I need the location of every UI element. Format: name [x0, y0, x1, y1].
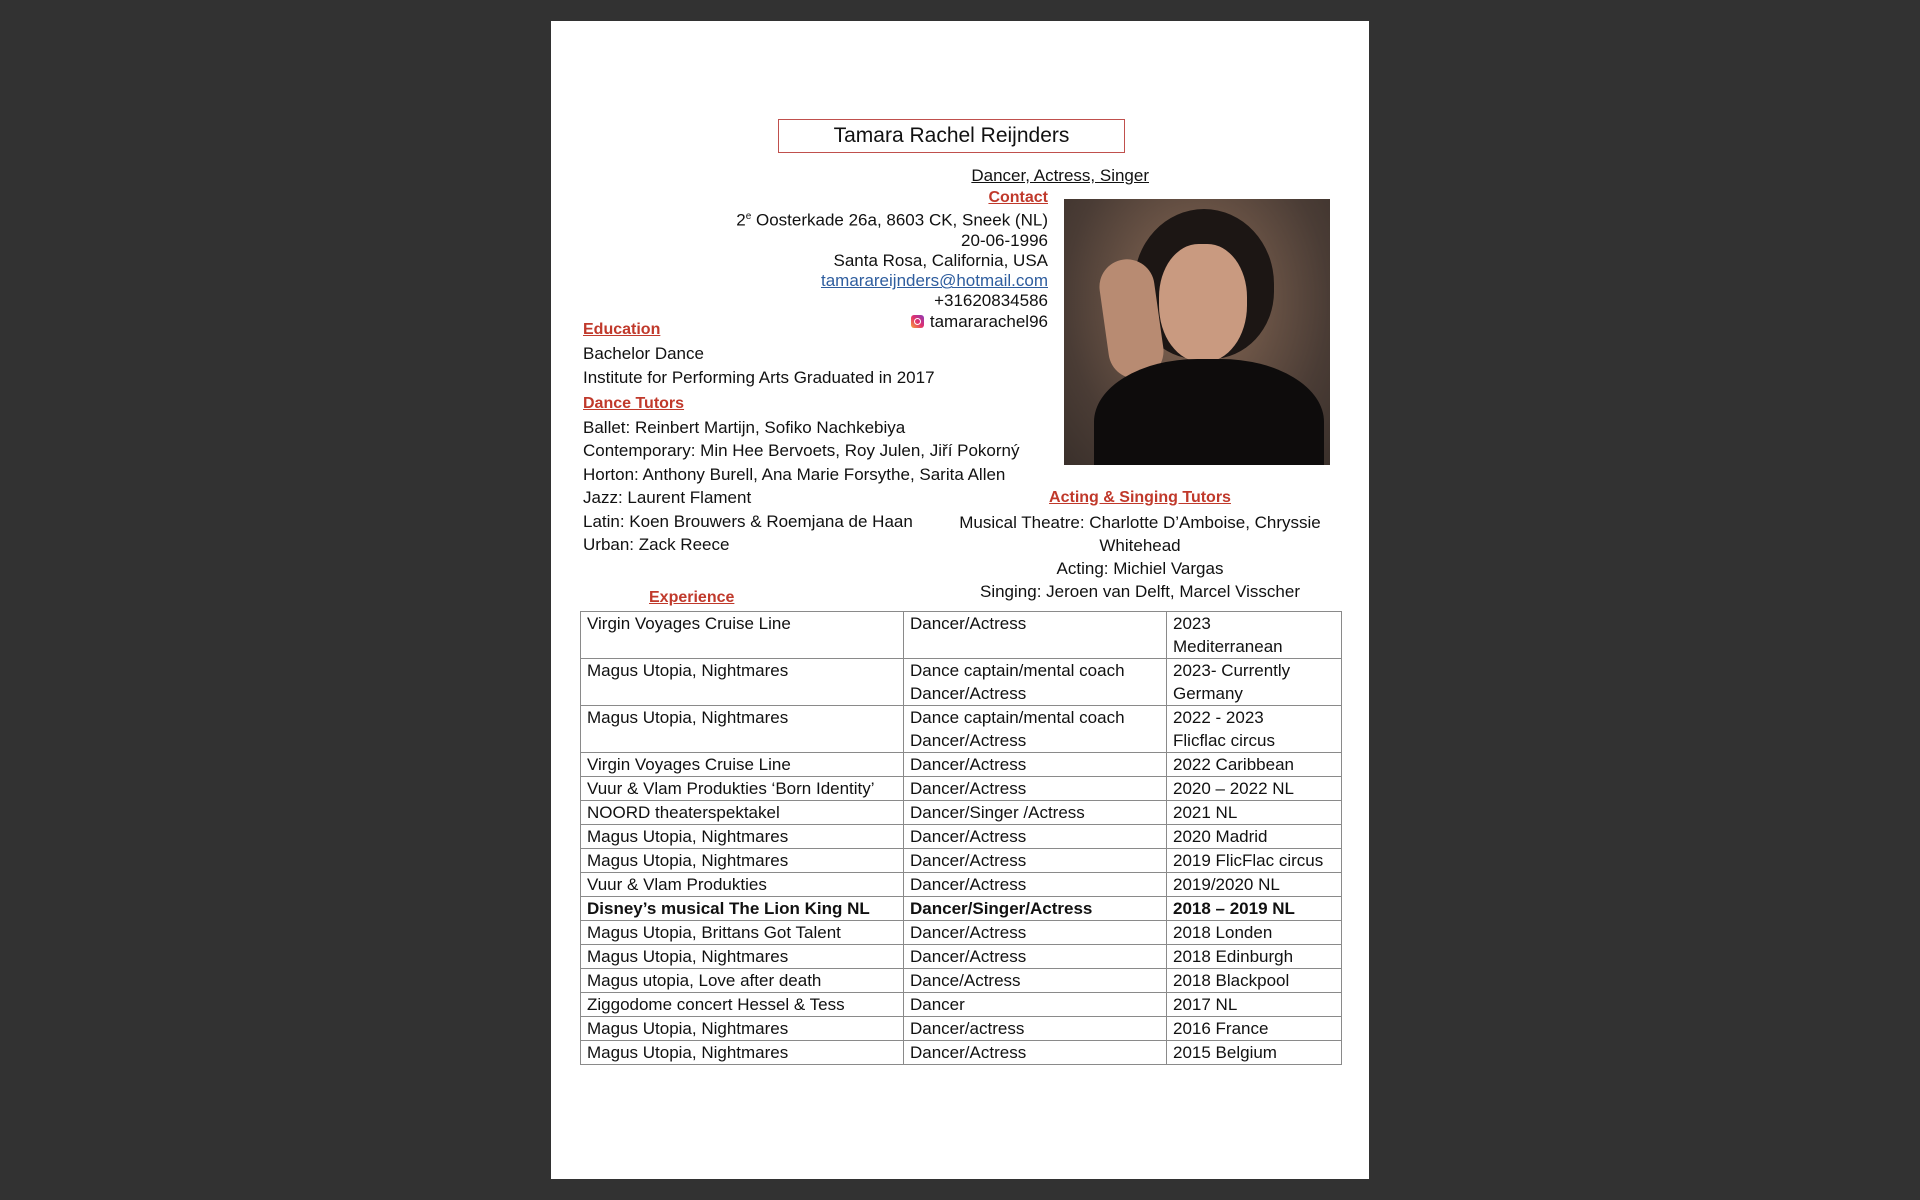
production-cell	[581, 945, 904, 969]
table-row	[581, 753, 1342, 777]
info-text: 2017 NL	[1173, 995, 1238, 1014]
production-text: Magus Utopia, Nightmares	[587, 1019, 789, 1038]
production-cell	[581, 1017, 904, 1041]
table-row	[581, 873, 1342, 897]
role-text: Dancer/Singer/Actress	[910, 899, 1093, 918]
contact-block	[651, 207, 1048, 332]
production-cell	[581, 921, 904, 945]
production-cell	[581, 612, 904, 659]
info-text: 2018 Edinburgh	[1173, 947, 1294, 966]
production-cell	[581, 659, 904, 706]
role-cell	[904, 849, 1167, 873]
info-cell	[1167, 897, 1342, 921]
acting-tutor-line: Whitehead	[1099, 536, 1181, 555]
table-row	[581, 1017, 1342, 1041]
production-text: Magus Utopia, Nightmares	[587, 947, 789, 966]
role-cell	[904, 753, 1167, 777]
acting-singing-heading: Acting & Singing Tutors	[1049, 489, 1231, 506]
table-row	[581, 897, 1342, 921]
name-title: Tamara Rachel Reijnders	[778, 119, 1125, 153]
info-text: 2018 Londen	[1173, 923, 1273, 942]
dance-tutor-line: Urban: Zack Reece	[583, 535, 730, 555]
instagram-handle: tamararachel96	[929, 311, 1048, 331]
education-block	[583, 342, 935, 390]
production-cell	[581, 873, 904, 897]
acting-tutor-line: Musical Theatre: Charlotte D’Amboise, Chryssie	[959, 513, 1321, 532]
info-text: 2023	[1173, 614, 1211, 633]
production-text: Magus utopia, Love after death	[587, 971, 822, 990]
experience-heading: Experience	[649, 589, 735, 606]
role-cell	[904, 873, 1167, 897]
production-text: Magus Utopia, Nightmares	[587, 1043, 789, 1062]
info-text: 2019 FlicFlac circus	[1173, 851, 1324, 870]
info-cell	[1167, 873, 1342, 897]
production-text: Vuur & Vlam Produkties ‘Born Identity’	[587, 779, 875, 798]
production-text: Vuur & Vlam Produkties	[587, 875, 767, 894]
production-cell	[581, 825, 904, 849]
dance-tutor-line: Horton: Anthony Burell, Ana Marie Forsythe, Sarita Allen	[583, 464, 1006, 484]
table-row	[581, 921, 1342, 945]
role-cell	[904, 801, 1167, 825]
info-text: 2015 Belgium	[1173, 1043, 1277, 1062]
production-text: Magus Utopia, Nightmares	[587, 708, 789, 727]
role-text: Dancer/Actress	[910, 731, 1027, 750]
production-text: Magus Utopia, Nightmares	[587, 827, 789, 846]
info-cell	[1167, 825, 1342, 849]
instagram-icon	[911, 315, 924, 328]
address-number: 2	[736, 210, 746, 230]
info-text: 2018 – 2019 NL	[1173, 899, 1295, 918]
role-text: Dancer/Singer /Actress	[910, 803, 1085, 822]
profession-subtitle: Dancer, Actress, Singer	[971, 166, 1149, 185]
info-cell	[1167, 659, 1342, 706]
birthdate: 20-06-1996	[961, 230, 1048, 250]
role-text: Dancer/Actress	[910, 779, 1027, 798]
role-text: Dancer/Actress	[910, 875, 1027, 894]
production-cell	[581, 753, 904, 777]
production-text: Virgin Voyages Cruise Line	[587, 755, 791, 774]
production-text: Virgin Voyages Cruise Line	[587, 614, 791, 633]
role-cell	[904, 993, 1167, 1017]
info-text: 2016 France	[1173, 1019, 1269, 1038]
table-row	[581, 969, 1342, 993]
info-text: 2020 – 2022 NL	[1173, 779, 1294, 798]
table-row	[581, 945, 1342, 969]
table-row	[581, 612, 1342, 659]
production-text: Ziggodome concert Hessel & Tess	[587, 995, 845, 1014]
role-text: Dancer/Actress	[910, 851, 1027, 870]
production-cell	[581, 969, 904, 993]
role-cell	[904, 777, 1167, 801]
address-superscript: e	[745, 211, 752, 222]
address-text: Oosterkade 26a, 8603 CK, Sneek (NL)	[751, 210, 1048, 230]
education-line: Bachelor Dance	[583, 344, 704, 363]
table-row	[581, 801, 1342, 825]
info-text: 2018 Blackpool	[1173, 971, 1290, 990]
production-text: Magus Utopia, Nightmares	[587, 661, 789, 680]
role-text: Dance/Actress	[910, 971, 1021, 990]
address-line	[651, 207, 1048, 231]
education-heading: Education	[583, 321, 661, 338]
role-cell	[904, 659, 1167, 706]
production-cell	[581, 1041, 904, 1065]
info-text: Mediterranean	[1173, 637, 1283, 656]
info-cell	[1167, 777, 1342, 801]
table-row	[581, 849, 1342, 873]
production-text: Magus Utopia, Brittans Got Talent	[587, 923, 841, 942]
dance-tutor-line: Ballet: Reinbert Martijn, Sofiko Nachkebiya	[583, 418, 906, 437]
role-cell	[904, 969, 1167, 993]
acting-tutor-line: Acting: Michiel Vargas	[1056, 559, 1224, 578]
info-text: 2022 Caribbean	[1173, 755, 1294, 774]
role-cell	[904, 612, 1167, 659]
table-row	[581, 993, 1342, 1017]
info-cell	[1167, 801, 1342, 825]
table-row	[581, 659, 1342, 706]
acting-tutors-block	[931, 511, 1349, 603]
profile-photo	[1064, 199, 1330, 465]
role-text: Dancer/Actress	[910, 947, 1027, 966]
role-cell	[904, 921, 1167, 945]
role-cell	[904, 897, 1167, 921]
dance-tutor-line: Contemporary: Min Hee Bervoets, Roy Julen, Jiří Pokorný	[583, 441, 1020, 461]
instagram-line	[651, 312, 1048, 332]
production-cell	[581, 897, 904, 921]
info-cell	[1167, 753, 1342, 777]
production-cell	[581, 993, 904, 1017]
info-cell	[1167, 706, 1342, 753]
role-text: Dancer/Actress	[910, 684, 1027, 703]
production-cell	[581, 706, 904, 753]
production-text: Magus Utopia, Nightmares	[587, 851, 789, 870]
info-cell	[1167, 993, 1342, 1017]
info-cell	[1167, 969, 1342, 993]
info-cell	[1167, 945, 1342, 969]
table-row	[581, 825, 1342, 849]
dance-tutor-line: Latin: Koen Brouwers & Roemjana de Haan	[583, 511, 913, 531]
education-line: Institute for Performing Arts Graduated in 2017	[583, 368, 935, 387]
role-cell	[904, 1041, 1167, 1065]
table-row	[581, 1041, 1342, 1065]
role-cell	[904, 706, 1167, 753]
role-text: Dancer/Actress	[910, 827, 1027, 846]
location: Santa Rosa, California, USA	[833, 251, 1048, 271]
dance-tutors-heading: Dance Tutors	[583, 395, 685, 412]
info-cell	[1167, 1041, 1342, 1065]
info-text: Germany	[1173, 684, 1243, 703]
info-text: 2020 Madrid	[1173, 827, 1268, 846]
role-text: Dancer/Actress	[910, 755, 1027, 774]
role-cell	[904, 825, 1167, 849]
production-cell	[581, 777, 904, 801]
role-text: Dancer/Actress	[910, 923, 1027, 942]
info-text: 2019/2020 NL	[1173, 875, 1280, 894]
info-text: 2023- Currently	[1173, 661, 1291, 680]
role-cell	[904, 1017, 1167, 1041]
experience-table	[580, 611, 1342, 1065]
production-cell	[581, 849, 904, 873]
phone-number: +31620834586	[934, 291, 1048, 311]
info-text: Flicflac circus	[1173, 731, 1276, 750]
table-row	[581, 706, 1342, 753]
role-text: Dancer/Actress	[910, 614, 1027, 633]
production-text: NOORD theaterspektakel	[587, 803, 780, 822]
document-page	[551, 21, 1369, 1179]
contact-heading: Contact	[988, 189, 1048, 206]
info-cell	[1167, 612, 1342, 659]
role-text: Dancer	[910, 995, 965, 1014]
info-text: 2022 - 2023	[1173, 708, 1264, 727]
role-text: Dancer/Actress	[910, 1043, 1027, 1062]
info-cell	[1167, 849, 1342, 873]
production-text: Disney’s musical The Lion King NL	[587, 899, 870, 918]
info-cell	[1167, 921, 1342, 945]
production-cell	[581, 801, 904, 825]
table-row	[581, 777, 1342, 801]
info-text: 2021 NL	[1173, 803, 1238, 822]
dance-tutor-line: Jazz: Laurent Flament	[583, 488, 752, 508]
info-cell	[1167, 1017, 1342, 1041]
role-text: Dancer/actress	[910, 1019, 1025, 1038]
role-cell	[904, 945, 1167, 969]
acting-tutor-line: Singing: Jeroen van Delft, Marcel Visscher	[979, 582, 1300, 601]
role-text: Dance captain/mental coach	[910, 708, 1125, 727]
role-text: Dance captain/mental coach	[910, 661, 1125, 680]
email-link[interactable]: tamarareijnders@hotmail.com	[820, 271, 1048, 291]
